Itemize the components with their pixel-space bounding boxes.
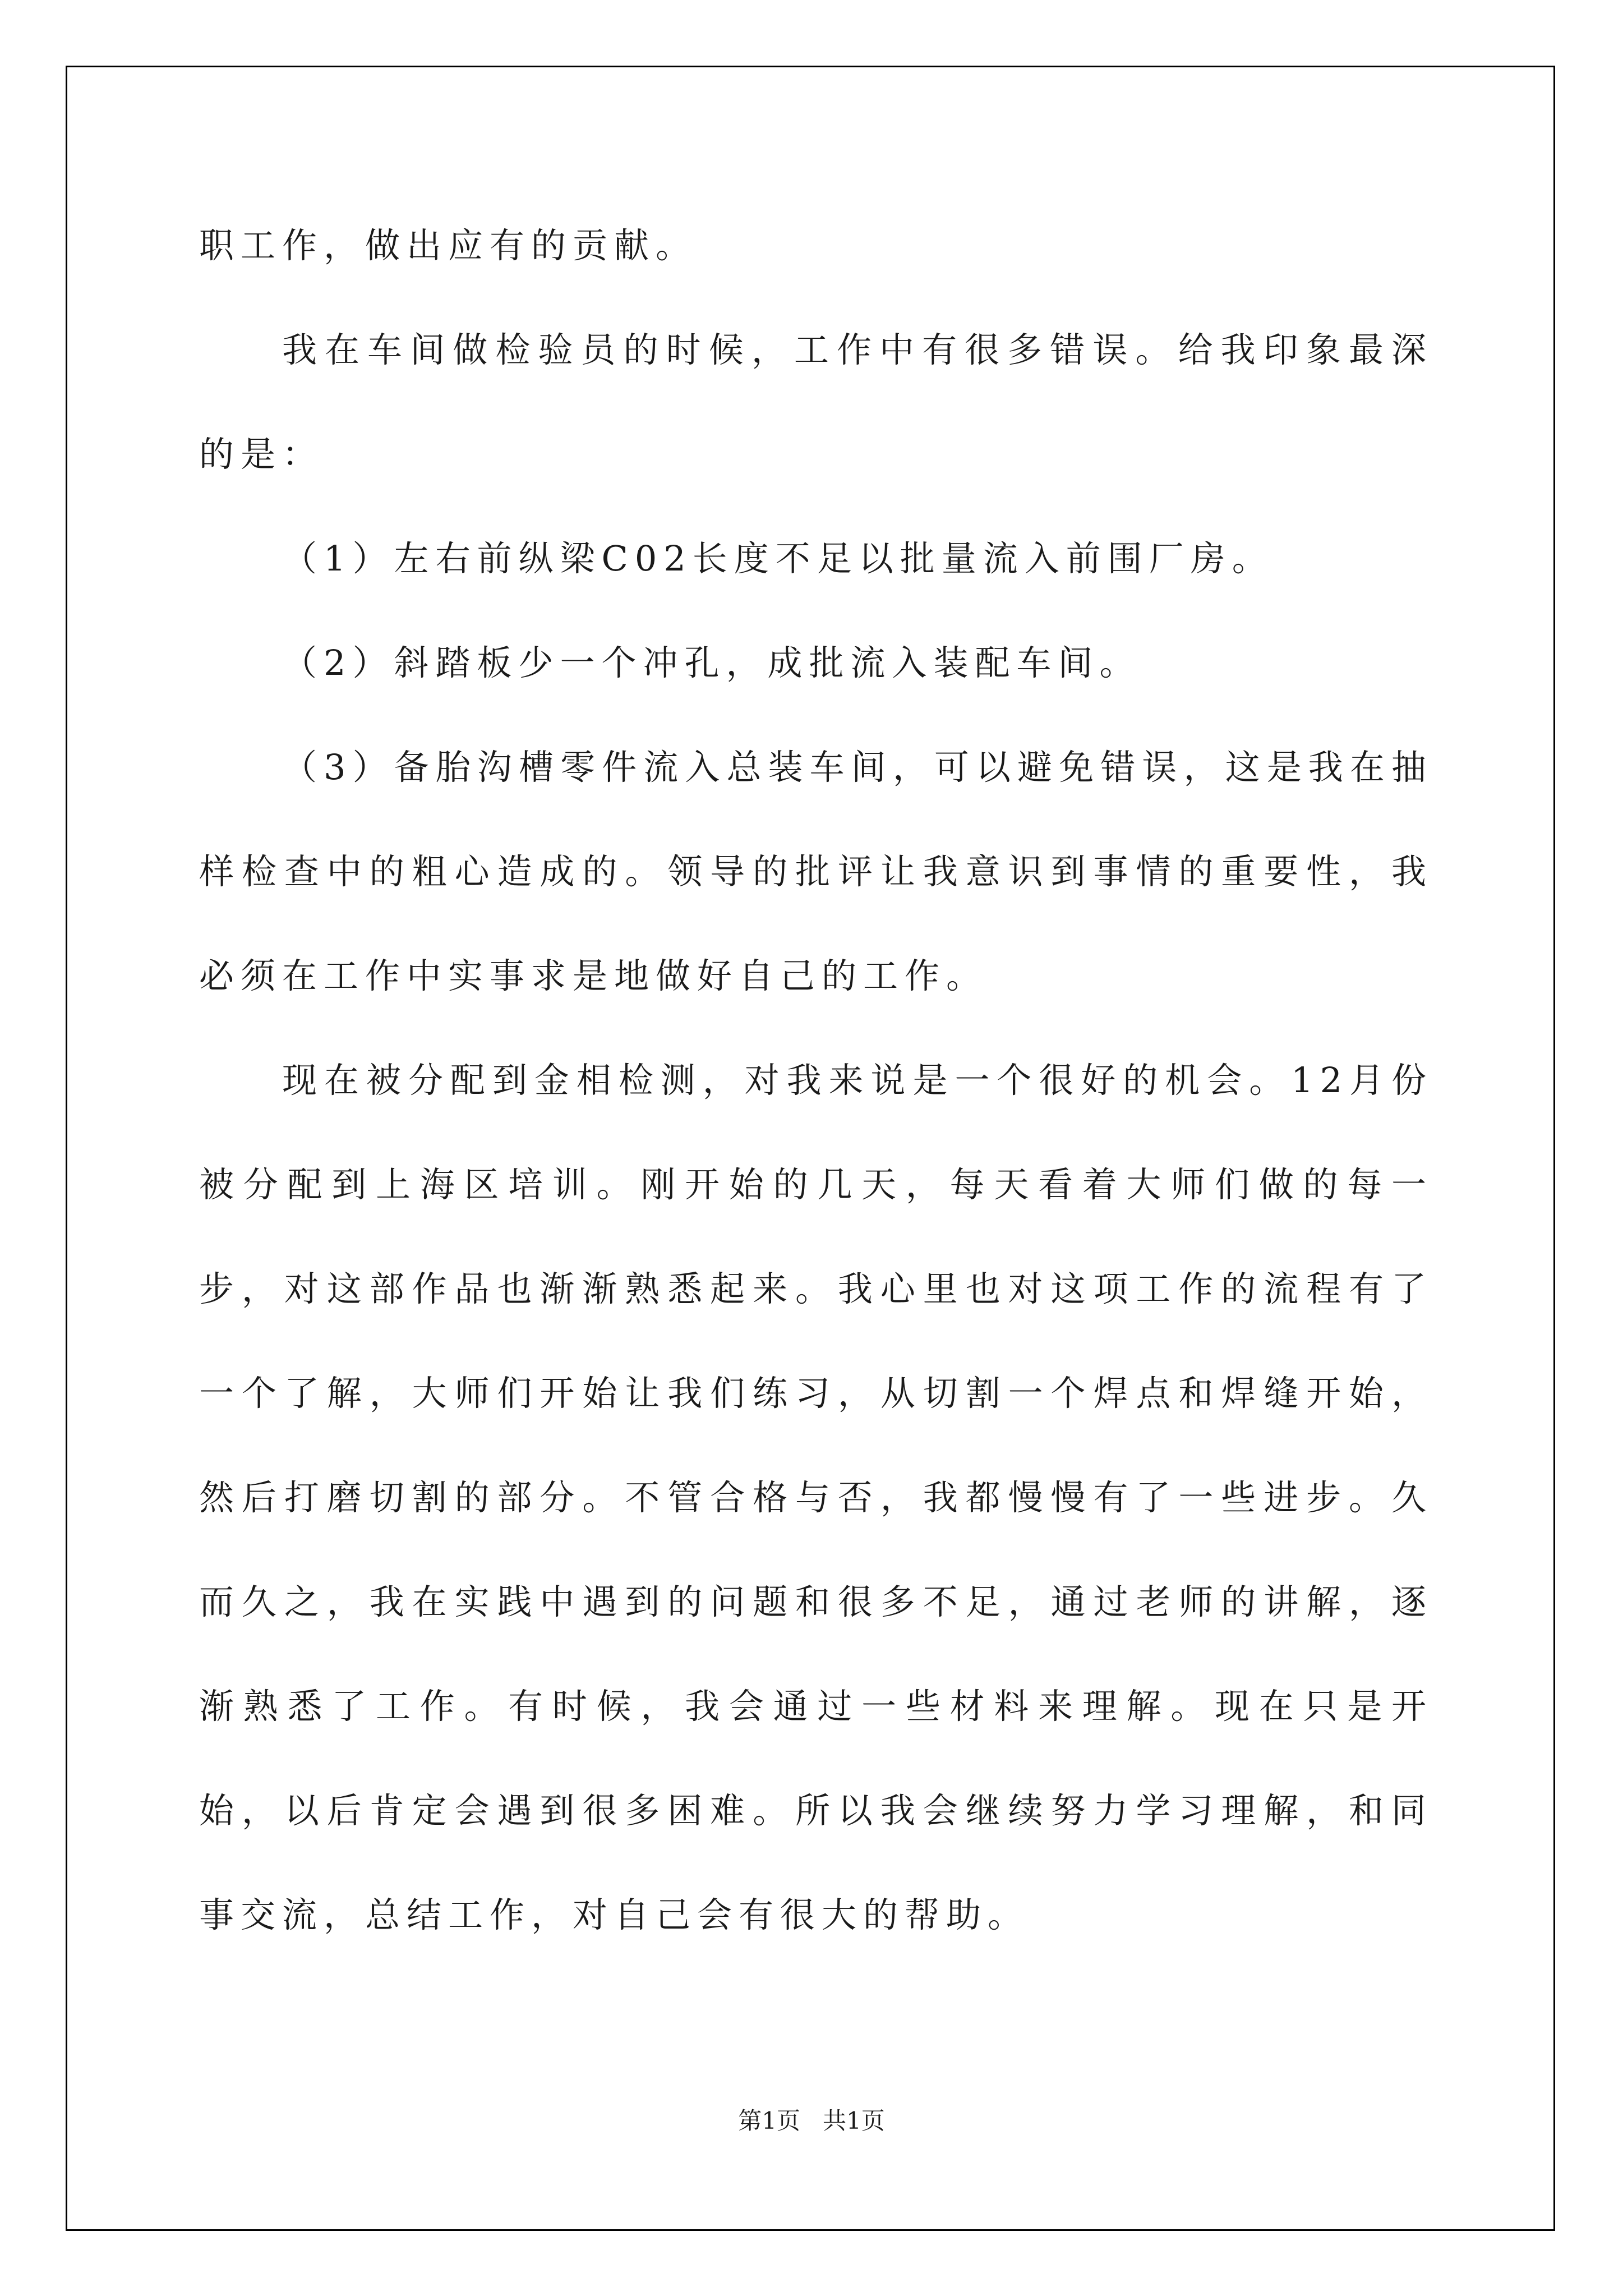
paragraph-5: （3）备胎沟槽零件流入总装车间，可以避免错误，这是我在抽样检查中的粗心造成的。领导的批评让我意识到事情的重要性，我必须在工作中实事求是地做好自己的工作。 [199, 747, 1433, 996]
page-number-footer: 第1页 共1页 [738, 2107, 885, 2134]
paragraph-1: 职工作，做出应有的贡献。 [199, 225, 698, 266]
paragraph-2: 我在车间做检验员的时候，工作中有很多错误。给我印象最深的是： [199, 329, 1433, 475]
paragraph-6: 现在被分配到金相检测，对我来说是一个很好的机会。12月份被分配到上海区培训。刚开始的几天，每天看着大师们做的每一步，对这部作品也渐渐熟悉起来。我心里也对这项工作的流程有了一个了解，大师们开始让我们练习，从切割一个焊点和焊缝开始，然后打磨切割的部分。不管合格与否，我都慢慢有了一些进步。久而久之，我在实践中遇到的问题和很多不足，通过老师的讲解，逐渐熟悉了工作。有时候，我会通过一些材料来理解。现在只是开始，以后肯定会遇到很多困难。所以我会继续努力学习理解，和同事交流，总结工作，对自己会有很大的帮助。 [199, 1060, 1433, 1935]
paragraph-4: （2）斜踏板少一个冲孔，成批流入装配车间。 [282, 642, 1141, 683]
document-body [199, 194, 1433, 1967]
paragraph-3: （1）左右前纵梁C02长度不足以批量流入前围厂房。 [282, 538, 1274, 579]
